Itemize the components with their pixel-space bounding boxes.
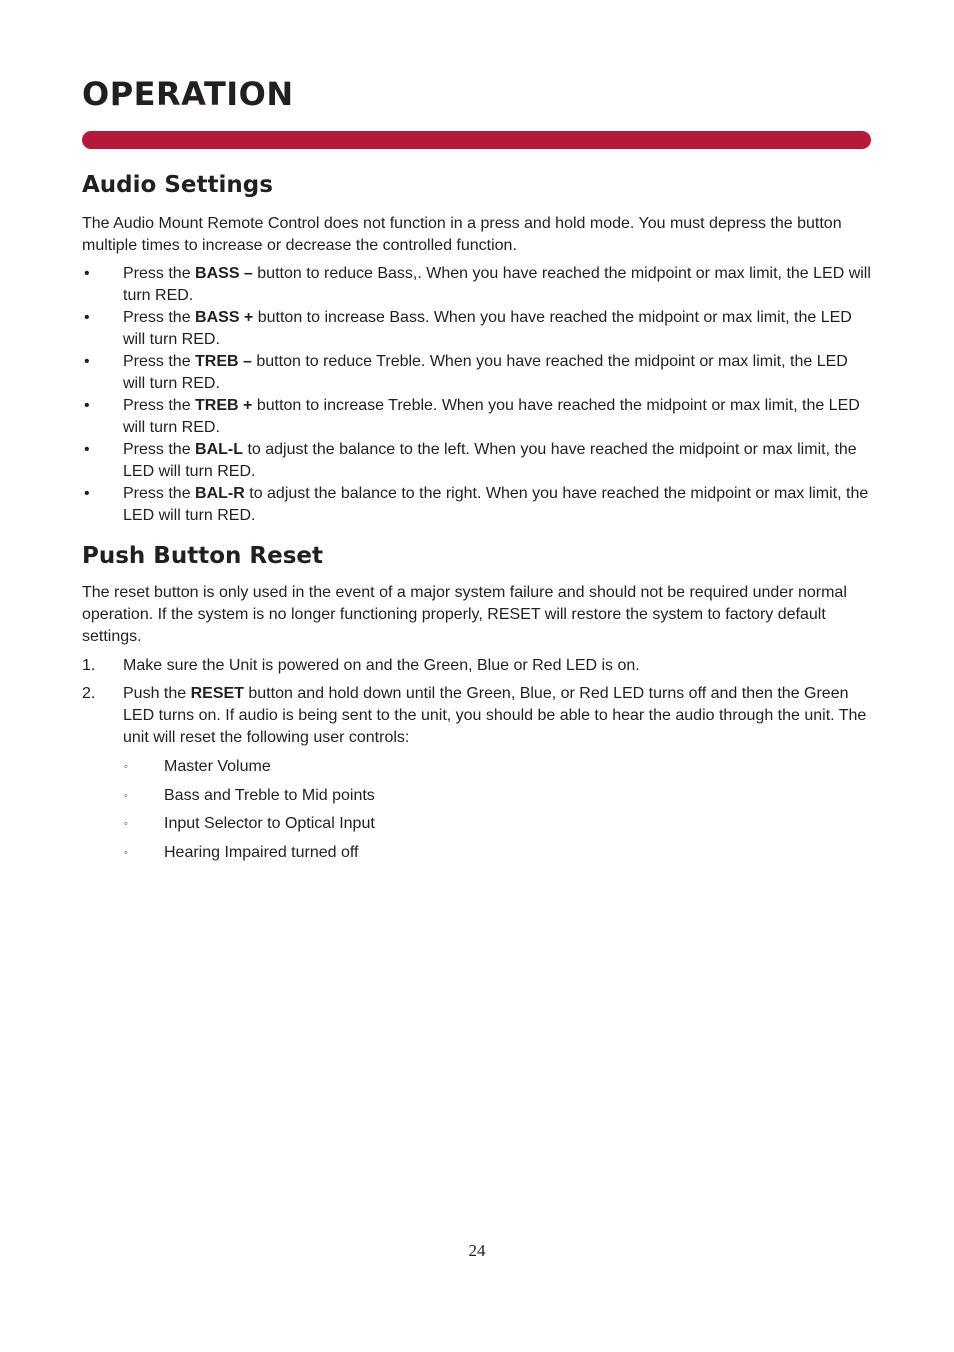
push-button-reset-heading: Push Button Reset bbox=[82, 543, 323, 569]
bullet-glyph: • bbox=[84, 397, 90, 414]
list-item bbox=[123, 785, 872, 807]
bullet-glyph: • bbox=[84, 265, 90, 282]
bullet-glyph: • bbox=[84, 353, 90, 370]
item-text: Hearing Impaired turned off bbox=[164, 843, 359, 861]
list-item bbox=[82, 263, 872, 307]
item-text: Press the bbox=[123, 353, 196, 370]
list-item bbox=[82, 683, 872, 864]
item-button-name: BAL-R bbox=[195, 485, 245, 502]
item-text: Press the bbox=[123, 265, 196, 282]
item-button-name: BAL-L bbox=[195, 441, 244, 458]
item-text: button to increase Treble. When you have reached the midpoint or max limit, the LED will turn RED. bbox=[123, 397, 860, 436]
title-divider-bar bbox=[82, 131, 871, 149]
circle-bullet-glyph: ◦ bbox=[124, 846, 128, 859]
item-text: Press the bbox=[123, 441, 196, 458]
item-text: button to reduce Bass,. When you have reached the midpoint or max limit, the LED will turn RED. bbox=[123, 265, 871, 304]
circle-bullet-glyph: ◦ bbox=[124, 761, 128, 773]
circle-bullet-glyph: ◦ bbox=[124, 789, 128, 802]
item-button-name: BASS + bbox=[195, 309, 254, 326]
item-button-name: RESET bbox=[190, 685, 244, 702]
page-content bbox=[82, 168, 872, 870]
item-text: to adjust the balance to the left. When you have reached the midpoint or max limit, the LED will turn RED. bbox=[123, 441, 857, 480]
item-text: to adjust the balance to the right. When you have reached the midpoint or max limit, the LED will turn RED. bbox=[123, 485, 869, 524]
push-button-reset-intro: The reset button is only used in the event of a major system failure and should not be required under normal operation. If the system is no longer functioning properly, RESET will restore the system to factory default settings. bbox=[82, 584, 847, 645]
item-button-name: BASS – bbox=[195, 265, 253, 282]
item-text: Input Selector to Optical Input bbox=[164, 815, 375, 832]
list-item bbox=[82, 307, 872, 351]
audio-settings-section bbox=[82, 168, 872, 527]
list-item bbox=[123, 813, 872, 835]
step-number: 2. bbox=[82, 685, 96, 702]
audio-settings-list bbox=[82, 263, 872, 527]
list-item bbox=[82, 483, 872, 527]
item-text: button to reduce Treble. When you have reached the midpoint or max limit, the LED will turn RED. bbox=[123, 353, 848, 392]
reset-steps-list bbox=[82, 655, 872, 864]
audio-settings-heading: Audio Settings bbox=[82, 172, 273, 198]
page-number: 24 bbox=[468, 1241, 486, 1260]
item-text: Press the bbox=[123, 309, 196, 326]
item-text: Push the bbox=[123, 685, 191, 702]
item-text: button to increase Bass. When you have reached the midpoint or max limit, the LED will turn RED. bbox=[123, 309, 852, 348]
circle-bullet-glyph: ◦ bbox=[124, 818, 128, 830]
bullet-glyph: • bbox=[84, 441, 90, 458]
item-text: Press the bbox=[123, 485, 196, 502]
page-title: OPERATION bbox=[82, 75, 294, 113]
list-item bbox=[82, 655, 872, 677]
item-text: Make sure the Unit is powered on and the Green, Blue or Red LED is on. bbox=[123, 657, 640, 674]
item-text: Press the bbox=[123, 397, 196, 414]
item-text: button and hold down until the Green, Blue, or Red LED turns off and then the Green LED turns on. If audio is being sent to the unit, you should be able to hear the audio through the unit. The unit will reset the following user controls: bbox=[123, 685, 867, 746]
item-text: Master Volume bbox=[164, 758, 271, 775]
item-button-name: TREB + bbox=[195, 397, 253, 414]
item-text: Bass and Treble to Mid points bbox=[164, 786, 375, 804]
list-item bbox=[123, 756, 872, 778]
item-button-name: TREB – bbox=[195, 353, 252, 370]
step-number: 1. bbox=[82, 657, 96, 674]
push-button-reset-section bbox=[82, 539, 872, 864]
bullet-glyph: • bbox=[84, 309, 90, 326]
audio-settings-intro: The Audio Mount Remote Control does not function in a press and hold mode. You must depress the button multiple times to increase or decrease the controlled function. bbox=[82, 215, 842, 254]
reset-controls-list bbox=[123, 756, 872, 864]
list-item bbox=[82, 395, 872, 439]
list-item bbox=[82, 439, 872, 483]
bullet-glyph: • bbox=[84, 485, 90, 502]
list-item bbox=[123, 842, 872, 864]
list-item bbox=[82, 351, 872, 395]
